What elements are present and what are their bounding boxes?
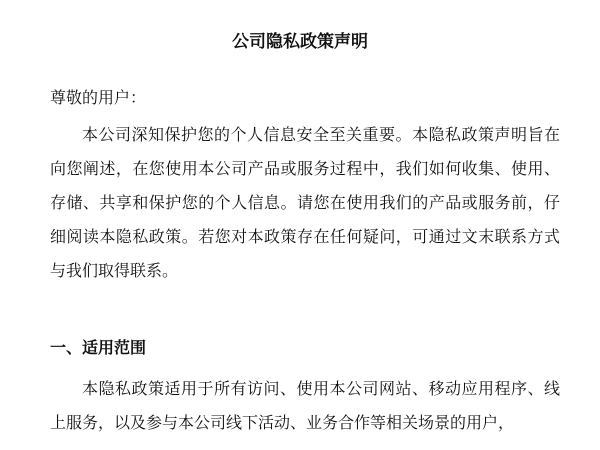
document-title: 公司隐私政策声明: [232, 32, 368, 52]
section-paragraph-scope: 本隐私政策适用于所有访问、使用本公司网站、移动应用程序、线上服务，以及参与本公司线下活动、业务合作等相关场景的用户，: [50, 379, 560, 432]
salutation: 尊敬的用户：: [50, 88, 147, 107]
section-heading-scope: 一、适用范围: [50, 338, 147, 357]
intro-paragraph: 本公司深知保护您的个人信息安全至关重要。本隐私政策声明旨在向您阐述，在您使用本公司产品或服务过程中，我们如何收集、使用、存储、共享和保护您的个人信息。请您在使用我们的产品或服务前，仔细阅读本隐私政策。若您对本政策存在任何疑问，可通过文末联系方式与我们取得联系。: [50, 125, 560, 280]
